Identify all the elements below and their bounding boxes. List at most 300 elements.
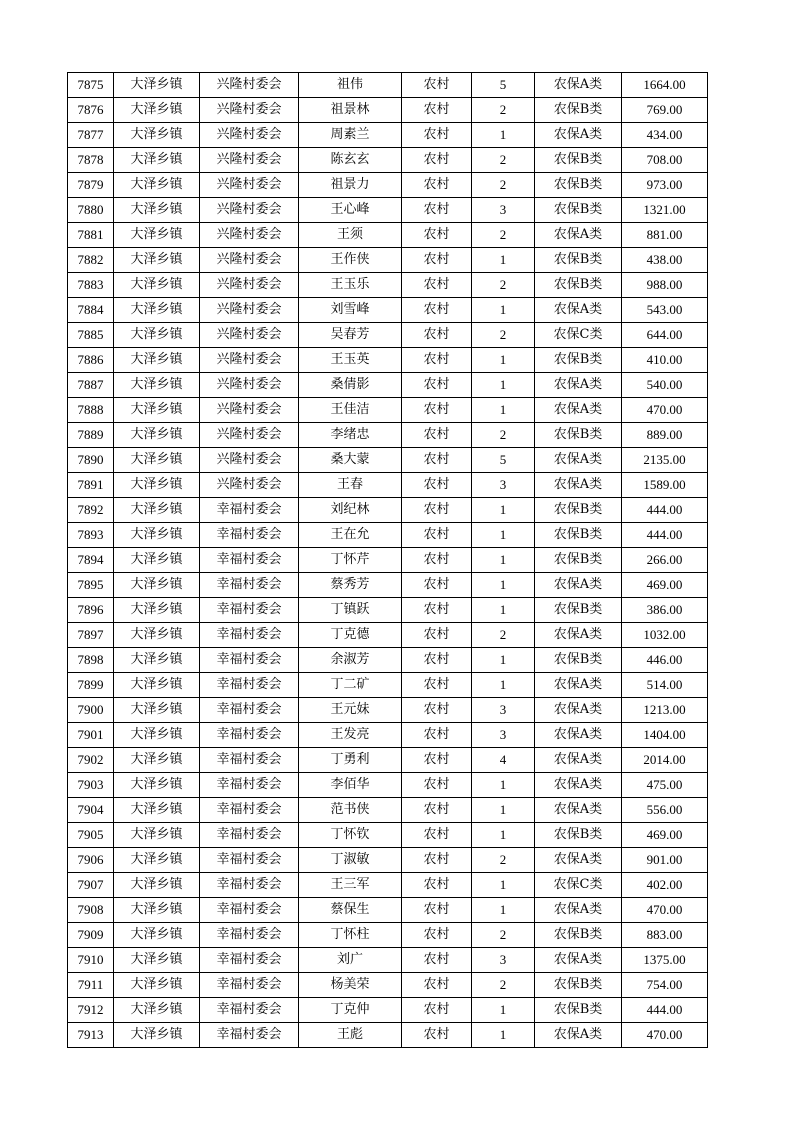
person-name-cell: 丁勇利 — [299, 748, 402, 773]
amount-cell: 1664.00 — [622, 73, 708, 98]
row-number-cell: 7878 — [68, 148, 114, 173]
amount-cell: 1375.00 — [622, 948, 708, 973]
area-type-cell: 农村 — [402, 373, 472, 398]
township-cell: 大泽乡镇 — [114, 373, 200, 398]
household-size-cell: 1 — [472, 998, 535, 1023]
table-row — [68, 698, 708, 723]
township-cell: 大泽乡镇 — [114, 1023, 200, 1048]
insurance-category-cell: 农保B类 — [535, 523, 622, 548]
household-size-cell: 1 — [472, 898, 535, 923]
table-row — [68, 123, 708, 148]
village-committee-cell: 幸福村委会 — [200, 823, 299, 848]
area-type-cell: 农村 — [402, 98, 472, 123]
household-size-cell: 1 — [472, 373, 535, 398]
amount-cell: 2014.00 — [622, 748, 708, 773]
insurance-category-cell: 农保B类 — [535, 198, 622, 223]
amount-cell: 1589.00 — [622, 473, 708, 498]
table-row — [68, 98, 708, 123]
table-row — [68, 473, 708, 498]
township-cell: 大泽乡镇 — [114, 623, 200, 648]
table-row — [68, 998, 708, 1023]
amount-cell: 434.00 — [622, 123, 708, 148]
insurance-category-cell: 农保A类 — [535, 623, 622, 648]
insurance-category-cell: 农保A类 — [535, 673, 622, 698]
table-row — [68, 423, 708, 448]
insurance-category-cell: 农保A类 — [535, 723, 622, 748]
village-committee-cell: 幸福村委会 — [200, 723, 299, 748]
row-number-cell: 7913 — [68, 1023, 114, 1048]
person-name-cell: 王心峰 — [299, 198, 402, 223]
household-size-cell: 1 — [472, 673, 535, 698]
area-type-cell: 农村 — [402, 298, 472, 323]
person-name-cell: 周素兰 — [299, 123, 402, 148]
amount-cell: 514.00 — [622, 673, 708, 698]
township-cell: 大泽乡镇 — [114, 323, 200, 348]
row-number-cell: 7902 — [68, 748, 114, 773]
row-number-cell: 7885 — [68, 323, 114, 348]
area-type-cell: 农村 — [402, 823, 472, 848]
amount-cell: 470.00 — [622, 898, 708, 923]
person-name-cell: 祖景力 — [299, 173, 402, 198]
area-type-cell: 农村 — [402, 923, 472, 948]
row-number-cell: 7880 — [68, 198, 114, 223]
household-size-cell: 2 — [472, 223, 535, 248]
insurance-category-cell: 农保A类 — [535, 898, 622, 923]
area-type-cell: 农村 — [402, 1023, 472, 1048]
amount-cell: 754.00 — [622, 973, 708, 998]
township-cell: 大泽乡镇 — [114, 173, 200, 198]
row-number-cell: 7889 — [68, 423, 114, 448]
household-size-cell: 1 — [472, 573, 535, 598]
village-committee-cell: 幸福村委会 — [200, 623, 299, 648]
insurance-category-cell: 农保A类 — [535, 698, 622, 723]
person-name-cell: 刘雪峰 — [299, 298, 402, 323]
row-number-cell: 7903 — [68, 773, 114, 798]
insurance-category-cell: 农保B类 — [535, 598, 622, 623]
person-name-cell: 丁怀钦 — [299, 823, 402, 848]
amount-cell: 469.00 — [622, 573, 708, 598]
person-name-cell: 陈玄玄 — [299, 148, 402, 173]
table-row — [68, 973, 708, 998]
household-size-cell: 3 — [472, 473, 535, 498]
insurance-category-cell: 农保A类 — [535, 798, 622, 823]
row-number-cell: 7896 — [68, 598, 114, 623]
amount-cell: 444.00 — [622, 498, 708, 523]
person-name-cell: 王三军 — [299, 873, 402, 898]
person-name-cell: 丁镇跃 — [299, 598, 402, 623]
township-cell: 大泽乡镇 — [114, 123, 200, 148]
table-row — [68, 548, 708, 573]
area-type-cell: 农村 — [402, 498, 472, 523]
area-type-cell: 农村 — [402, 248, 472, 273]
village-committee-cell: 兴隆村委会 — [200, 173, 299, 198]
amount-cell: 438.00 — [622, 248, 708, 273]
village-committee-cell: 兴隆村委会 — [200, 298, 299, 323]
township-cell: 大泽乡镇 — [114, 573, 200, 598]
person-name-cell: 丁克德 — [299, 623, 402, 648]
household-size-cell: 1 — [472, 498, 535, 523]
household-size-cell: 1 — [472, 823, 535, 848]
table-row — [68, 623, 708, 648]
household-size-cell: 2 — [472, 923, 535, 948]
township-cell: 大泽乡镇 — [114, 473, 200, 498]
person-name-cell: 王春 — [299, 473, 402, 498]
person-name-cell: 王玉英 — [299, 348, 402, 373]
household-size-cell: 1 — [472, 298, 535, 323]
person-name-cell: 杨美荣 — [299, 973, 402, 998]
table-row — [68, 823, 708, 848]
insurance-category-cell: 农保B类 — [535, 348, 622, 373]
village-committee-cell: 兴隆村委会 — [200, 248, 299, 273]
household-size-cell: 2 — [472, 273, 535, 298]
row-number-cell: 7909 — [68, 923, 114, 948]
township-cell: 大泽乡镇 — [114, 823, 200, 848]
village-committee-cell: 幸福村委会 — [200, 673, 299, 698]
row-number-cell: 7905 — [68, 823, 114, 848]
table-row — [68, 298, 708, 323]
amount-cell: 470.00 — [622, 1023, 708, 1048]
insurance-category-cell: 农保A类 — [535, 373, 622, 398]
township-cell: 大泽乡镇 — [114, 248, 200, 273]
township-cell: 大泽乡镇 — [114, 848, 200, 873]
township-cell: 大泽乡镇 — [114, 898, 200, 923]
household-size-cell: 1 — [472, 548, 535, 573]
village-committee-cell: 兴隆村委会 — [200, 448, 299, 473]
row-number-cell: 7886 — [68, 348, 114, 373]
household-size-cell: 2 — [472, 848, 535, 873]
township-cell: 大泽乡镇 — [114, 198, 200, 223]
table-row — [68, 598, 708, 623]
township-cell: 大泽乡镇 — [114, 973, 200, 998]
township-cell: 大泽乡镇 — [114, 448, 200, 473]
row-number-cell: 7906 — [68, 848, 114, 873]
row-number-cell: 7895 — [68, 573, 114, 598]
village-committee-cell: 幸福村委会 — [200, 898, 299, 923]
person-name-cell: 祖伟 — [299, 73, 402, 98]
amount-cell: 2135.00 — [622, 448, 708, 473]
row-number-cell: 7901 — [68, 723, 114, 748]
village-committee-cell: 幸福村委会 — [200, 1023, 299, 1048]
person-name-cell: 丁克仲 — [299, 998, 402, 1023]
area-type-cell: 农村 — [402, 948, 472, 973]
village-committee-cell: 幸福村委会 — [200, 798, 299, 823]
amount-cell: 889.00 — [622, 423, 708, 448]
insurance-category-cell: 农保A类 — [535, 298, 622, 323]
village-committee-cell: 兴隆村委会 — [200, 373, 299, 398]
amount-cell: 1213.00 — [622, 698, 708, 723]
village-committee-cell: 兴隆村委会 — [200, 273, 299, 298]
amount-cell: 708.00 — [622, 148, 708, 173]
township-cell: 大泽乡镇 — [114, 798, 200, 823]
person-name-cell: 刘广 — [299, 948, 402, 973]
table-row — [68, 848, 708, 873]
township-cell: 大泽乡镇 — [114, 648, 200, 673]
village-committee-cell: 兴隆村委会 — [200, 98, 299, 123]
township-cell: 大泽乡镇 — [114, 523, 200, 548]
area-type-cell: 农村 — [402, 798, 472, 823]
village-committee-cell: 幸福村委会 — [200, 598, 299, 623]
area-type-cell: 农村 — [402, 698, 472, 723]
person-name-cell: 李佰华 — [299, 773, 402, 798]
row-number-cell: 7881 — [68, 223, 114, 248]
area-type-cell: 农村 — [402, 148, 472, 173]
insurance-category-cell: 农保B类 — [535, 923, 622, 948]
table-row — [68, 1023, 708, 1048]
insurance-category-cell: 农保A类 — [535, 748, 622, 773]
insurance-category-cell: 农保B类 — [535, 973, 622, 998]
insurance-category-cell: 农保B类 — [535, 823, 622, 848]
household-size-cell: 5 — [472, 448, 535, 473]
table-row — [68, 498, 708, 523]
township-cell: 大泽乡镇 — [114, 423, 200, 448]
amount-cell: 402.00 — [622, 873, 708, 898]
amount-cell: 644.00 — [622, 323, 708, 348]
row-number-cell: 7876 — [68, 98, 114, 123]
table-row — [68, 898, 708, 923]
household-size-cell: 1 — [472, 523, 535, 548]
township-cell: 大泽乡镇 — [114, 748, 200, 773]
row-number-cell: 7875 — [68, 73, 114, 98]
village-committee-cell: 兴隆村委会 — [200, 73, 299, 98]
township-cell: 大泽乡镇 — [114, 498, 200, 523]
township-cell: 大泽乡镇 — [114, 348, 200, 373]
table-row — [68, 273, 708, 298]
township-cell: 大泽乡镇 — [114, 873, 200, 898]
table-row — [68, 798, 708, 823]
area-type-cell: 农村 — [402, 223, 472, 248]
household-size-cell: 4 — [472, 748, 535, 773]
township-cell: 大泽乡镇 — [114, 948, 200, 973]
township-cell: 大泽乡镇 — [114, 148, 200, 173]
row-number-cell: 7890 — [68, 448, 114, 473]
person-name-cell: 桑大蒙 — [299, 448, 402, 473]
table-row — [68, 248, 708, 273]
amount-cell: 540.00 — [622, 373, 708, 398]
row-number-cell: 7910 — [68, 948, 114, 973]
insurance-category-cell: 农保A类 — [535, 473, 622, 498]
person-name-cell: 丁淑敏 — [299, 848, 402, 873]
table-row — [68, 173, 708, 198]
insurance-category-cell: 农保B类 — [535, 248, 622, 273]
insurance-category-cell: 农保A类 — [535, 848, 622, 873]
amount-cell: 475.00 — [622, 773, 708, 798]
person-name-cell: 丁二矿 — [299, 673, 402, 698]
row-number-cell: 7879 — [68, 173, 114, 198]
row-number-cell: 7882 — [68, 248, 114, 273]
household-size-cell: 1 — [472, 123, 535, 148]
township-cell: 大泽乡镇 — [114, 548, 200, 573]
amount-cell: 901.00 — [622, 848, 708, 873]
household-size-cell: 5 — [472, 73, 535, 98]
amount-cell: 410.00 — [622, 348, 708, 373]
table-row — [68, 398, 708, 423]
household-size-cell: 1 — [472, 248, 535, 273]
person-name-cell: 王发亮 — [299, 723, 402, 748]
row-number-cell: 7891 — [68, 473, 114, 498]
person-name-cell: 王须 — [299, 223, 402, 248]
table-row — [68, 948, 708, 973]
amount-cell: 543.00 — [622, 298, 708, 323]
table-row — [68, 923, 708, 948]
village-committee-cell: 幸福村委会 — [200, 648, 299, 673]
table-row — [68, 148, 708, 173]
row-number-cell: 7893 — [68, 523, 114, 548]
table-row — [68, 73, 708, 98]
row-number-cell: 7911 — [68, 973, 114, 998]
area-type-cell: 农村 — [402, 473, 472, 498]
person-name-cell: 余淑芳 — [299, 648, 402, 673]
insurance-category-cell: 农保A类 — [535, 773, 622, 798]
area-type-cell: 农村 — [402, 748, 472, 773]
table-row — [68, 448, 708, 473]
village-committee-cell: 幸福村委会 — [200, 523, 299, 548]
table-row — [68, 773, 708, 798]
village-committee-cell: 幸福村委会 — [200, 748, 299, 773]
insurance-category-cell: 农保A类 — [535, 1023, 622, 1048]
person-name-cell: 王佳洁 — [299, 398, 402, 423]
person-name-cell: 丁怀芹 — [299, 548, 402, 573]
amount-cell: 1032.00 — [622, 623, 708, 648]
insurance-category-cell: 农保B类 — [535, 648, 622, 673]
household-size-cell: 2 — [472, 423, 535, 448]
township-cell: 大泽乡镇 — [114, 598, 200, 623]
village-committee-cell: 兴隆村委会 — [200, 323, 299, 348]
area-type-cell: 农村 — [402, 173, 472, 198]
township-cell: 大泽乡镇 — [114, 298, 200, 323]
area-type-cell: 农村 — [402, 198, 472, 223]
household-size-cell: 3 — [472, 198, 535, 223]
insurance-category-cell: 农保B类 — [535, 273, 622, 298]
row-number-cell: 7894 — [68, 548, 114, 573]
household-size-cell: 1 — [472, 773, 535, 798]
household-size-cell: 1 — [472, 873, 535, 898]
village-committee-cell: 幸福村委会 — [200, 973, 299, 998]
amount-cell: 769.00 — [622, 98, 708, 123]
person-name-cell: 范书侠 — [299, 798, 402, 823]
village-committee-cell: 幸福村委会 — [200, 873, 299, 898]
household-size-cell: 2 — [472, 148, 535, 173]
amount-cell: 444.00 — [622, 998, 708, 1023]
insurance-category-cell: 农保A类 — [535, 123, 622, 148]
row-number-cell: 7899 — [68, 673, 114, 698]
household-size-cell: 1 — [472, 798, 535, 823]
village-committee-cell: 幸福村委会 — [200, 773, 299, 798]
area-type-cell: 农村 — [402, 848, 472, 873]
village-committee-cell: 兴隆村委会 — [200, 123, 299, 148]
insurance-category-cell: 农保B类 — [535, 548, 622, 573]
row-number-cell: 7908 — [68, 898, 114, 923]
table-row — [68, 348, 708, 373]
township-cell: 大泽乡镇 — [114, 723, 200, 748]
amount-cell: 1404.00 — [622, 723, 708, 748]
township-cell: 大泽乡镇 — [114, 73, 200, 98]
insurance-category-cell: 农保A类 — [535, 948, 622, 973]
insurance-category-cell: 农保C类 — [535, 323, 622, 348]
person-name-cell: 王元妹 — [299, 698, 402, 723]
amount-cell: 556.00 — [622, 798, 708, 823]
table-row — [68, 648, 708, 673]
area-type-cell: 农村 — [402, 648, 472, 673]
area-type-cell: 农村 — [402, 398, 472, 423]
table-row — [68, 673, 708, 698]
area-type-cell: 农村 — [402, 348, 472, 373]
row-number-cell: 7897 — [68, 623, 114, 648]
table-row — [68, 323, 708, 348]
person-name-cell: 蔡保生 — [299, 898, 402, 923]
area-type-cell: 农村 — [402, 623, 472, 648]
person-name-cell: 李绪忠 — [299, 423, 402, 448]
household-size-cell: 2 — [472, 973, 535, 998]
amount-cell: 446.00 — [622, 648, 708, 673]
amount-cell: 470.00 — [622, 398, 708, 423]
row-number-cell: 7912 — [68, 998, 114, 1023]
table-row — [68, 748, 708, 773]
amount-cell: 386.00 — [622, 598, 708, 623]
township-cell: 大泽乡镇 — [114, 98, 200, 123]
person-name-cell: 刘纪林 — [299, 498, 402, 523]
amount-cell: 469.00 — [622, 823, 708, 848]
insurance-category-cell: 农保A类 — [535, 223, 622, 248]
amount-cell: 881.00 — [622, 223, 708, 248]
row-number-cell: 7900 — [68, 698, 114, 723]
area-type-cell: 农村 — [402, 598, 472, 623]
amount-cell: 266.00 — [622, 548, 708, 573]
area-type-cell: 农村 — [402, 573, 472, 598]
insurance-category-cell: 农保A类 — [535, 73, 622, 98]
township-cell: 大泽乡镇 — [114, 673, 200, 698]
insurance-category-cell: 农保B类 — [535, 423, 622, 448]
village-committee-cell: 幸福村委会 — [200, 548, 299, 573]
table-row — [68, 873, 708, 898]
area-type-cell: 农村 — [402, 998, 472, 1023]
township-cell: 大泽乡镇 — [114, 923, 200, 948]
area-type-cell: 农村 — [402, 973, 472, 998]
household-size-cell: 2 — [472, 98, 535, 123]
table-row — [68, 523, 708, 548]
village-committee-cell: 兴隆村委会 — [200, 473, 299, 498]
insurance-category-cell: 农保C类 — [535, 873, 622, 898]
person-name-cell: 王彪 — [299, 1023, 402, 1048]
person-name-cell: 王在允 — [299, 523, 402, 548]
township-cell: 大泽乡镇 — [114, 223, 200, 248]
area-type-cell: 农村 — [402, 723, 472, 748]
township-cell: 大泽乡镇 — [114, 398, 200, 423]
insurance-category-cell: 农保A类 — [535, 448, 622, 473]
village-committee-cell: 幸福村委会 — [200, 848, 299, 873]
area-type-cell: 农村 — [402, 523, 472, 548]
row-number-cell: 7884 — [68, 298, 114, 323]
row-number-cell: 7892 — [68, 498, 114, 523]
household-size-cell: 3 — [472, 698, 535, 723]
village-committee-cell: 幸福村委会 — [200, 698, 299, 723]
village-committee-cell: 幸福村委会 — [200, 998, 299, 1023]
township-cell: 大泽乡镇 — [114, 773, 200, 798]
insurance-category-cell: 农保A类 — [535, 398, 622, 423]
household-size-cell: 1 — [472, 598, 535, 623]
household-size-cell: 2 — [472, 623, 535, 648]
person-name-cell: 祖景林 — [299, 98, 402, 123]
area-type-cell: 农村 — [402, 548, 472, 573]
household-size-cell: 2 — [472, 323, 535, 348]
row-number-cell: 7883 — [68, 273, 114, 298]
household-size-cell: 1 — [472, 648, 535, 673]
person-name-cell: 桑倩影 — [299, 373, 402, 398]
area-type-cell: 农村 — [402, 73, 472, 98]
insurance-category-cell: 农保A类 — [535, 573, 622, 598]
amount-cell: 883.00 — [622, 923, 708, 948]
person-name-cell: 丁怀柱 — [299, 923, 402, 948]
area-type-cell: 农村 — [402, 323, 472, 348]
